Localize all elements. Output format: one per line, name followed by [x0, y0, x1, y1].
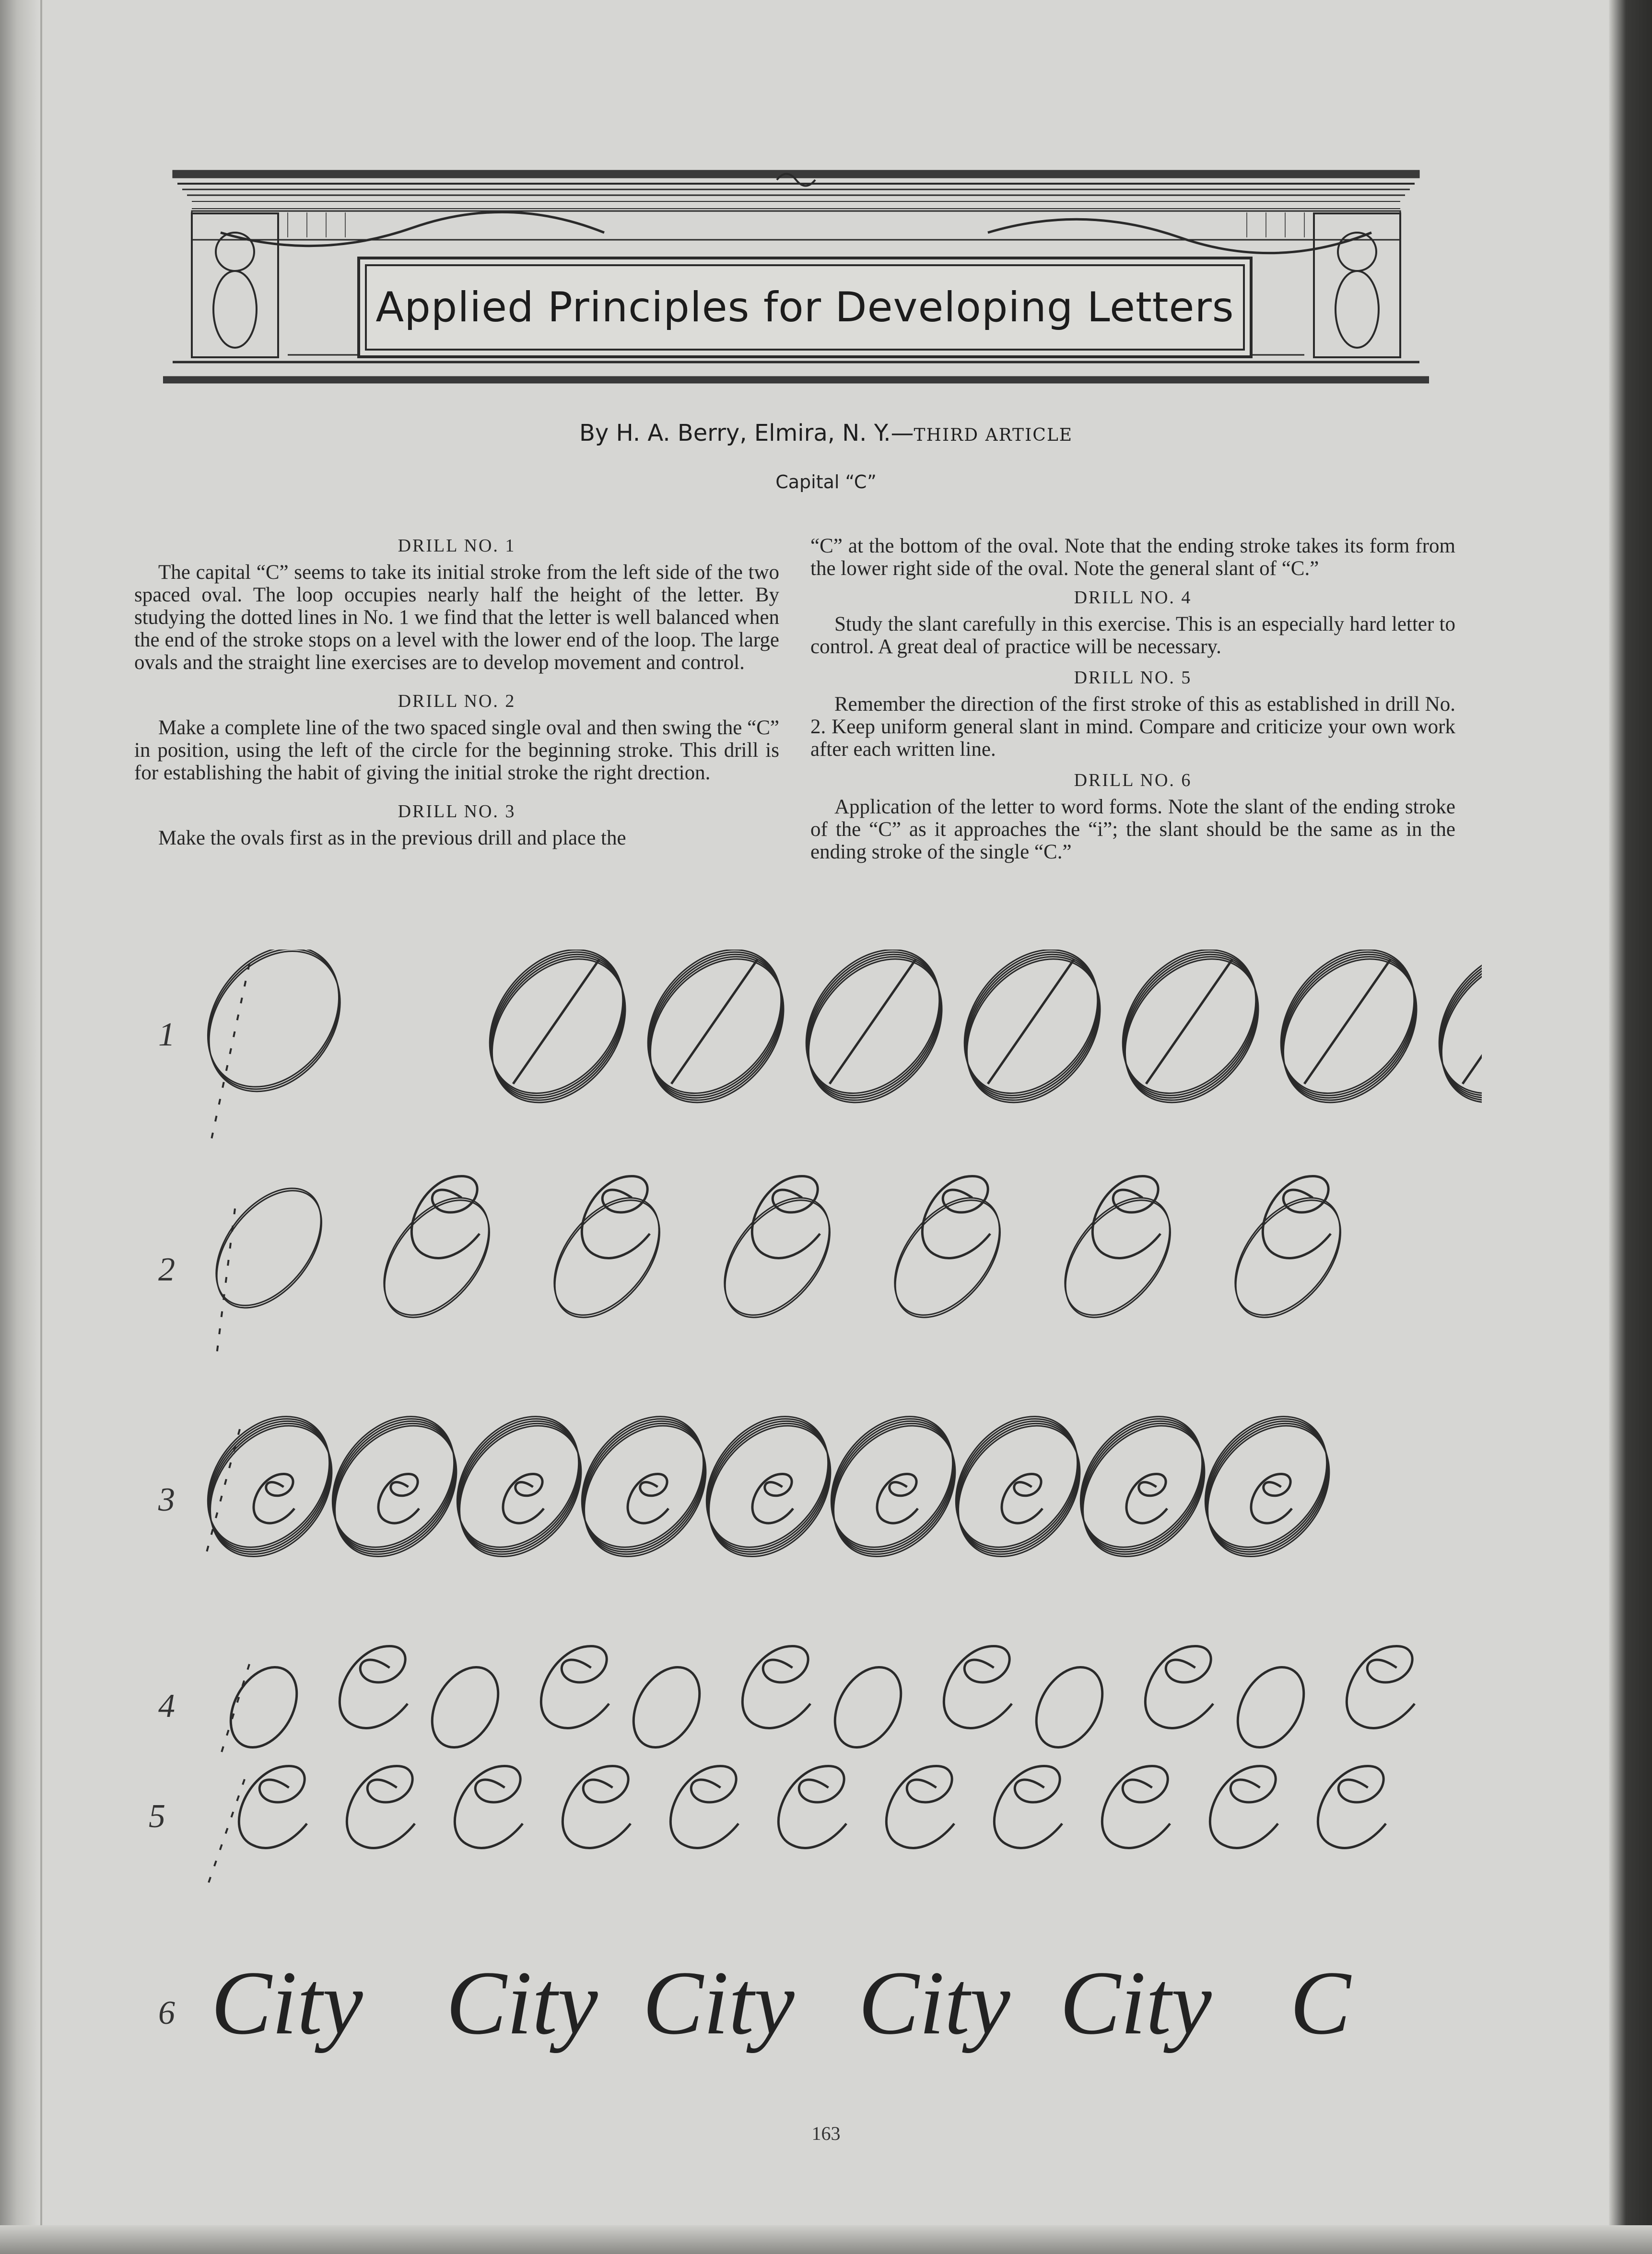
slant-guide-line — [221, 1664, 249, 1755]
drill-6-heading: DRILL NO. 6 — [1074, 770, 1192, 790]
drill-4-capital-c — [340, 1646, 408, 1728]
drill-4-capital-c — [742, 1646, 810, 1728]
bottom-edge-shadow — [0, 2225, 1652, 2254]
drill-5-capital-c — [239, 1766, 307, 1848]
drill-1-slant-stroke — [988, 959, 1074, 1084]
drill-1-heading: DRILL NO. 1 — [398, 536, 516, 556]
drill-1-slant-stroke — [1304, 959, 1391, 1084]
drill-1-oval — [1096, 950, 1284, 1122]
word-form-4: City — [858, 1953, 1010, 2054]
drill-4-capital-c — [944, 1646, 1012, 1728]
drill-3-capital-c — [503, 1474, 544, 1524]
drill-6-text: Application of the letter to word forms. Note the slant of the ending stroke of the “C” as it approaches the “i”; the slant should be the same as in the ending stroke of the single “C.” — [810, 796, 1455, 863]
word-form-2: City — [446, 1953, 598, 2054]
drill-5-capital-c — [778, 1766, 846, 1848]
slant-guide-line — [206, 1779, 245, 1890]
page-edge-shadow — [1609, 0, 1652, 2254]
drill-1-slant-stroke — [671, 959, 758, 1084]
drill-3-capital-c — [628, 1474, 668, 1524]
drill-1-oval — [779, 950, 967, 1122]
drill-1-oval — [1254, 950, 1442, 1122]
binding-edge — [40, 0, 42, 2254]
drill-4-oval — [1023, 1655, 1116, 1759]
word-form-6: C — [1290, 1953, 1351, 2054]
drill-1-oval — [1098, 950, 1286, 1128]
drill-5-capital-c — [347, 1766, 415, 1848]
drill-illustration — [139, 950, 1482, 2168]
drill-2-text: Make a complete line of the two spaced single oval and then swing the “C” in position, using the left of the circle for the beginning stroke. This drill is for establishing the habit of giving the initial stroke the right drection. — [134, 716, 779, 784]
page-title: Applied Principles for Developing Letters — [375, 283, 1234, 331]
penmanship-plates — [139, 950, 1482, 2168]
drill-5-capital-c — [562, 1766, 631, 1848]
drill-1-text: The capital “C” seems to take its initial stroke from the left side of the two spaced oval. The loop occupies nearly half the height of the letter. By studying the dotted lines in No. 1 we find that the letter is well balanced when the end of the stroke stops on a level with the lower end of the loop. The large ovals and the straight line exercises are to develop movement and control. — [134, 561, 779, 674]
drill-1-slant-stroke — [1146, 959, 1232, 1084]
row-number-5: 5 — [149, 1798, 165, 1835]
drill-5-capital-c — [994, 1766, 1062, 1848]
drill-1-oval — [781, 950, 969, 1128]
drill-5-capital-c — [1210, 1766, 1278, 1848]
row-number-6: 6 — [158, 1995, 175, 2031]
drill-1-oval — [937, 950, 1125, 1122]
title-box — [357, 257, 1253, 358]
drill-1-oval — [463, 950, 651, 1122]
drill-3-capital-c — [1126, 1474, 1167, 1524]
drill-4-oval — [821, 1655, 914, 1759]
drill-5-capital-c — [670, 1766, 738, 1848]
drill-1-oval — [465, 950, 653, 1128]
row-number-3: 3 — [158, 1481, 175, 1518]
drill-4-oval — [1224, 1655, 1317, 1759]
drill-3-capital-c — [1002, 1474, 1043, 1524]
drill-1-oval — [939, 950, 1127, 1128]
drill-1-oval — [1256, 950, 1444, 1128]
drill-5-text: Remember the direction of the first stroke of this as established in drill No. 2. Keep uniform general slant in mind. Compare and criticize your own work after each written line. — [810, 693, 1455, 761]
drill-5-heading: DRILL NO. 5 — [1074, 668, 1192, 688]
left-column — [134, 535, 779, 866]
drill-4-capital-c — [1347, 1646, 1415, 1728]
drill-4-text: Study the slant carefully in this exercise. This is an especially hard letter to control. A great deal of practice will be necessary. — [810, 613, 1455, 658]
byline-article: THIRD ARTICLE — [914, 425, 1073, 445]
right-column — [810, 535, 1455, 872]
drill-5-capital-c — [1318, 1766, 1386, 1848]
drill-1-oval — [621, 950, 809, 1122]
drill-3-capital-c — [1251, 1474, 1292, 1524]
drill-3-capital-c — [877, 1474, 918, 1524]
drill-1-slant-stroke — [830, 959, 916, 1084]
drill-5-capital-c — [886, 1766, 954, 1848]
drill-4-oval — [620, 1655, 713, 1759]
row-number-2: 2 — [158, 1251, 175, 1288]
row-number-1: 1 — [158, 1016, 175, 1053]
drill-3-continued: “C” at the bottom of the oval. Note that the ending stroke takes its form from the lower right side of the oval. Note the general slant of “C.” — [810, 535, 1455, 580]
drill-1-oval — [182, 950, 367, 1117]
drill-1-slant-stroke — [1463, 959, 1482, 1084]
drill-1-oval — [623, 950, 811, 1128]
drill-4-capital-c — [541, 1646, 609, 1728]
drill-3-heading: DRILL NO. 3 — [398, 801, 516, 822]
subtitle: Capital “C” — [775, 471, 877, 493]
drill-4-oval — [419, 1655, 512, 1759]
drill-4-oval — [217, 1655, 310, 1759]
book-gutter — [0, 0, 38, 2254]
drill-3-capital-c — [254, 1474, 294, 1524]
slant-guide-line — [211, 964, 249, 1141]
drill-3-capital-c — [752, 1474, 793, 1524]
row-number-4: 4 — [158, 1688, 175, 1725]
drill-4-heading: DRILL NO. 4 — [1074, 587, 1192, 608]
word-form-3: City — [643, 1953, 795, 2054]
drill-3-text: Make the ovals first as in the previous drill and place the — [158, 827, 626, 849]
drill-4-capital-c — [1145, 1646, 1213, 1728]
drill-3-capital-c — [378, 1474, 419, 1524]
page-number: 163 — [811, 2123, 841, 2144]
word-form-5: City — [1060, 1953, 1212, 2054]
drill-2-heading: DRILL NO. 2 — [398, 691, 516, 711]
drill-1-slant-stroke — [513, 959, 599, 1084]
word-form-1: City — [211, 1953, 363, 2054]
byline — [0, 420, 1652, 446]
drill-5-capital-c — [1102, 1766, 1170, 1848]
header-banner — [163, 165, 1429, 396]
drill-5-capital-c — [455, 1766, 523, 1848]
byline-author: By H. A. Berry, Elmira, N. Y.— — [579, 420, 914, 446]
